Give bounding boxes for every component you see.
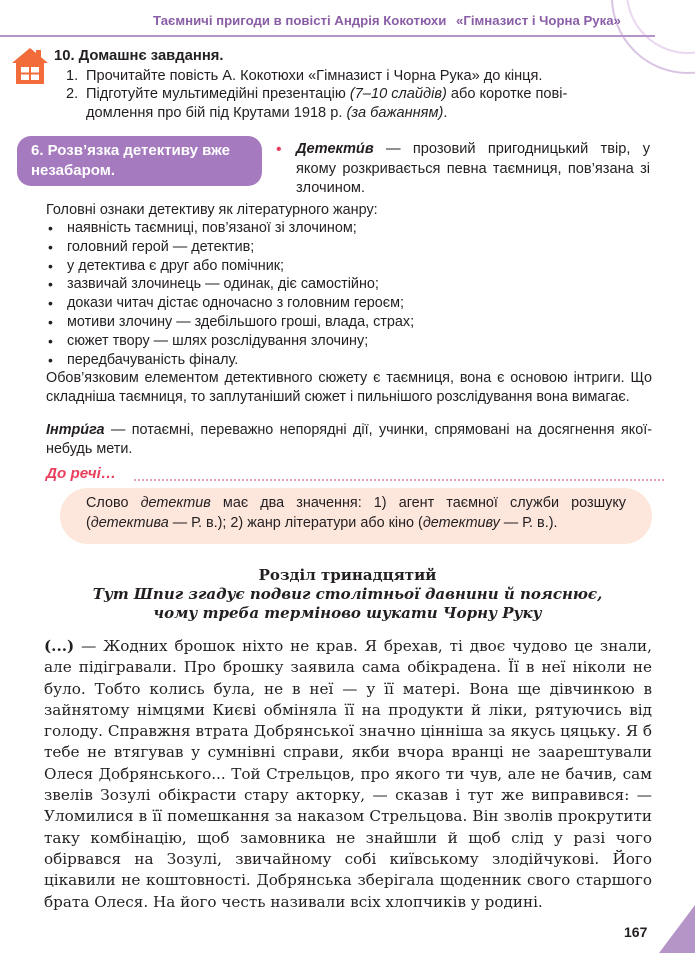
homework-item-2-text-e: (за бажанням): [346, 105, 444, 121]
list-item: • сюжет твору — шлях розслідування злочину;: [46, 332, 414, 351]
note-text-2: детектив: [140, 495, 211, 511]
section-heading: 6. Розв’язка детективу вже незабаром.: [17, 136, 262, 186]
chapter-subtitle: [0, 585, 695, 623]
running-header: [150, 13, 650, 28]
by-the-way-title: До речі…: [46, 465, 117, 482]
running-header-part1: Таємничі пригоди в повісті Андрія Кокотюхи: [153, 13, 447, 28]
list-item: • у детектива є друг або помічник;: [46, 257, 414, 276]
chapter-subtitle-line2: чому треба терміново шукати Чорну Руку: [153, 604, 542, 622]
chapter-subtitle-line1: Тут Шпиг згадує подвиг столітньої давнини й пояснює,: [92, 585, 603, 603]
homework-item-1: [66, 67, 646, 86]
homework-item-2: [66, 85, 646, 123]
homework-item-1-text: Прочитайте повість А. Кокотюхи «Гімназист і Чорна Рука» до кінця.: [86, 68, 543, 84]
list-item: • мотиви злочину — здебільшого гроші, влада, страх;: [46, 313, 414, 332]
footer-corner-decoration: [659, 905, 695, 953]
home-icon: [10, 46, 50, 86]
homework-title: 10. Домашнє завдання.: [54, 48, 224, 64]
features-intro: Головні ознаки детективу як літературного жанру:: [46, 202, 378, 218]
note-text-3: має два значення: 1) агент таємної служби розшуку (: [86, 495, 626, 531]
by-the-way-divider: [134, 479, 664, 481]
page-number: 167: [624, 924, 648, 940]
list-item: • зазвичай злочинець — одинак, діє самостійно;: [46, 275, 414, 294]
note-text-7: — Р. в.).: [499, 514, 558, 531]
homework-item-2-text-b: (7–10 слайдів): [349, 86, 447, 102]
definition-bullet: •: [276, 141, 282, 158]
chapter-text-lead: (...): [44, 637, 75, 655]
note-text-1: Слово: [86, 495, 141, 511]
by-the-way-note: [60, 488, 652, 544]
intrigue-text: — потаємні, переважно непорядні дії, учинки, спрямовані на досягнення якої-небудь мети.: [46, 422, 652, 458]
intrigue-term: Інтри́га: [46, 422, 105, 438]
definition-detective: [296, 140, 650, 199]
note-text-6: детективу: [422, 514, 500, 531]
definition-intrigue: [46, 421, 652, 459]
chapter-title: Розділ тринадцятий: [258, 566, 437, 584]
homework-item-2-text-a: Підготуйте мультимедійні презентацію: [86, 86, 350, 102]
homework-item-2-num: 2.: [66, 86, 79, 102]
homework-item-2-text-c: або коротке пові-: [446, 86, 568, 102]
paragraph-secret: Обов’язковим елементом детективного сюжету є таємниця, вона є основою інтриги. Що складніша таємниця, то заплутаніший сюжет і пильнішого розслідування вона вимагає.: [46, 370, 652, 406]
list-item: • головний герой — детектив;: [46, 238, 414, 257]
features-list: [46, 219, 414, 369]
homework-item-2-text-d: домлення про бій під Крутами 1918 р.: [86, 105, 347, 121]
list-item: • докази читач дістає одночасно з головним героєм;: [46, 294, 414, 313]
running-header-part2: «Гімназист і Чорна Рука»: [456, 13, 621, 28]
list-item: • наявність таємниці, пов’язаної зі злочином;: [46, 219, 414, 238]
definition-term: Детекти́в: [296, 141, 374, 157]
homework-item-2-text-f: .: [443, 105, 448, 121]
note-text-5: — Р. в.); 2) жанр літератури або кіно (: [168, 514, 423, 531]
homework-item-1-num: 1.: [66, 68, 79, 84]
definition-text: — прозовий пригодницький твір, у якому розкривається певна таємниця, пов’язана зі злочином.: [296, 141, 650, 196]
header-divider: [0, 35, 655, 37]
list-item: • передбачуваність фіналу.: [46, 351, 414, 370]
note-text-4: детектива: [90, 514, 169, 531]
chapter-text: [44, 636, 652, 913]
chapter-text-body: — Жодних брошок ніхто не крав. Я брехав, ті двоє чудово це знали, але підігравали. Про брошку заявила сама обікрадена. Її в неї ніколи не було. Тобто колись була, не в неї — у її матері. Вона ще дівчинкою в зайнятому німцями Києві обміняла її на продукти й ліки, рятуючись від голоду. Справжня втрата Добрянської значно цінніша за якусь цяцьку. Я б тебе не втягував у сумнівні справи, якби вчора вранці не заарештували Олеся Добрянського... Той Стрельцов, про якого ти чув, але не бачив, сам звелів Зозулі обікрасти стару акторку, — сказав і тут же виправився: — Уломилися в її помешкання за наказом Стрельцова. Він зволів прокрутити таку комбінацію, щоб замовника не знайшли й щоб слід у разі чого обірвався на Зозулі, звичайному собі київському злодійчукові. Його цікавили не коштовності. Добрянська зберігала щоденник свого старшого брата Олеся. На його честь називали всіх хлопчиків у родині.: [44, 637, 652, 911]
